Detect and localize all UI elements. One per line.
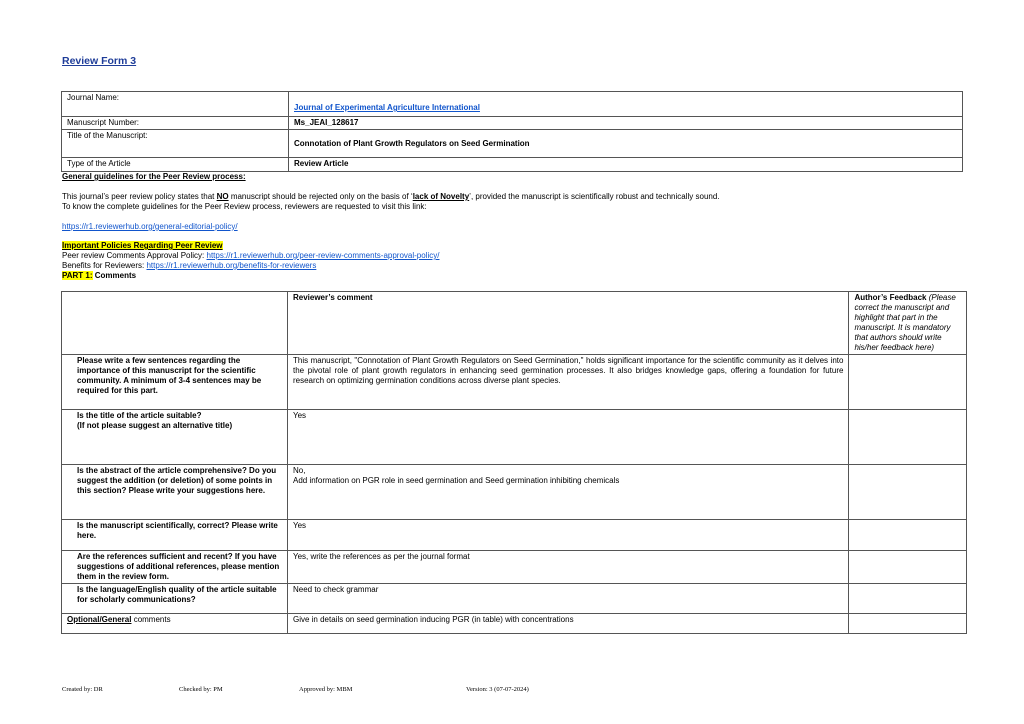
table-row [62, 551, 967, 584]
review-comments-table [61, 291, 967, 634]
feedback-abstract[interactable] [849, 465, 967, 520]
comment-optional[interactable]: Give in details on seed germination inducing PGR (in table) with concentrations [287, 614, 848, 634]
journal-name-link[interactable]: Journal of Experimental Agriculture International [294, 103, 480, 112]
manuscript-number-label: Manuscript Number: [62, 117, 289, 130]
table-row [62, 520, 967, 551]
reviewer-comment-header: Reviewer’s comment [287, 292, 848, 355]
question-title: Is the title of the article suitable? (If not please suggest an alternative title) [62, 410, 288, 465]
manuscript-title-label: Title of the Manuscript: [62, 130, 289, 158]
manuscript-number-row [62, 117, 963, 130]
important-policies-heading: Important Policies Regarding Peer Review [62, 241, 223, 250]
comment-references[interactable]: Yes, write the references as per the journal format [287, 551, 848, 584]
visit-guidelines-text: To know the complete guidelines for the Peer Review process, reviewers are requested to visit this link: [62, 202, 427, 211]
comment-importance[interactable]: This manuscript, "Connotation of Plant Growth Regulators on Seed Germination," holds significant importance for the scientific community as it delves into the pivotal role of plant growth regulators in enhancing seed germination processes. It also bridges knowledge gaps, offering a foundation for future research on optimizing germination conditions across diverse plant species. [287, 355, 848, 410]
question-header-cell [62, 292, 288, 355]
manuscript-title-value: Connotation of Plant Growth Regulators on Seed Germination [289, 130, 963, 158]
question-scientific: Is the manuscript scientifically, correct? Please write here. [62, 520, 288, 551]
comment-language[interactable]: Need to check grammar [287, 584, 848, 614]
benefits-row: Benefits for Reviewers: https://r1.reviewerhub.org/benefits-for-reviewers [62, 261, 317, 270]
footer-created-by: Created by: DR [62, 686, 103, 693]
article-type-label: Type of the Article [62, 158, 289, 172]
feedback-scientific[interactable] [849, 520, 967, 551]
comment-scientific[interactable]: Yes [287, 520, 848, 551]
table-row [62, 410, 967, 465]
policy-novelty: lack of Novelty [412, 192, 470, 201]
important-policies-heading-row [62, 241, 223, 251]
footer-approved-by: Approved by: MBM [299, 686, 353, 693]
feedback-references[interactable] [849, 551, 967, 584]
journal-name-row [62, 92, 963, 117]
part-1-label: PART 1: [62, 271, 93, 280]
optional-comments-label: Optional/General comments [62, 614, 288, 634]
manuscript-info-table [61, 91, 963, 172]
article-type-row [62, 158, 963, 172]
question-importance: Please write a few sentences regarding the importance of this manuscript for the scientific community. A minimum of 3-4 sentences may be required for this part. [62, 355, 288, 410]
feedback-language[interactable] [849, 584, 967, 614]
novelty-policy-text: This journal’s peer review policy states that NO manuscript should be rejected only on the basis of ‘lack of Novelty’, provided the manuscript is scientifically robust and technically sound. [62, 192, 720, 201]
comment-abstract[interactable]: No, Add information on PGR role in seed germination and Seed germination inhibiting chemicals [287, 465, 848, 520]
article-type-value: Review Article [289, 158, 963, 172]
form-title: Review Form 3 [62, 55, 137, 67]
journal-name-value [289, 92, 963, 117]
footer-checked-by: Checked by: PM [179, 686, 223, 693]
approval-policy-row: Peer review Comments Approval Policy: https://r1.reviewerhub.org/peer-review-comments-approval-policy/ [62, 251, 440, 260]
editorial-policy-link[interactable]: https://r1.reviewerhub.org/general-editorial-policy/ [62, 222, 238, 231]
table-row [62, 355, 967, 410]
feedback-optional[interactable] [849, 614, 967, 634]
benefits-link[interactable]: https://r1.reviewerhub.org/benefits-for-reviewers [146, 261, 317, 270]
table-row [62, 584, 967, 614]
feedback-title[interactable] [849, 410, 967, 465]
editorial-policy-link-row [62, 222, 238, 232]
feedback-importance[interactable] [849, 355, 967, 410]
guidelines-heading: General guidelines for the Peer Review process: [62, 172, 246, 181]
manuscript-number-value: Ms_JEAI_128617 [289, 117, 963, 130]
question-abstract: Is the abstract of the article comprehensive? Do you suggest the addition (or deletion) of some points in this section? Please write your suggestions here. [62, 465, 288, 520]
approval-policy-link[interactable]: https://r1.reviewerhub.org/peer-review-comments-approval-policy/ [206, 251, 440, 260]
table-row [62, 614, 967, 634]
table-row [62, 465, 967, 520]
journal-name-label: Journal Name: [62, 92, 289, 117]
footer-version: Version: 3 (07-07-2024) [466, 686, 529, 693]
question-references: Are the references sufficient and recent? If you have suggestions of additional references, please mention them in the review form. [62, 551, 288, 584]
question-language: Is the language/English quality of the article suitable for scholarly communications? [62, 584, 288, 614]
review-header-row [62, 292, 967, 355]
part-1-heading: PART 1: Comments [62, 271, 137, 280]
comment-title[interactable]: Yes [287, 410, 848, 465]
author-feedback-header: Author’s Feedback (Please correct the manuscript and highlight that part in the manuscript. It is mandatory that authors should write his/her feedback here) [849, 292, 967, 355]
policy-no: NO [216, 192, 229, 201]
manuscript-title-row [62, 130, 963, 158]
